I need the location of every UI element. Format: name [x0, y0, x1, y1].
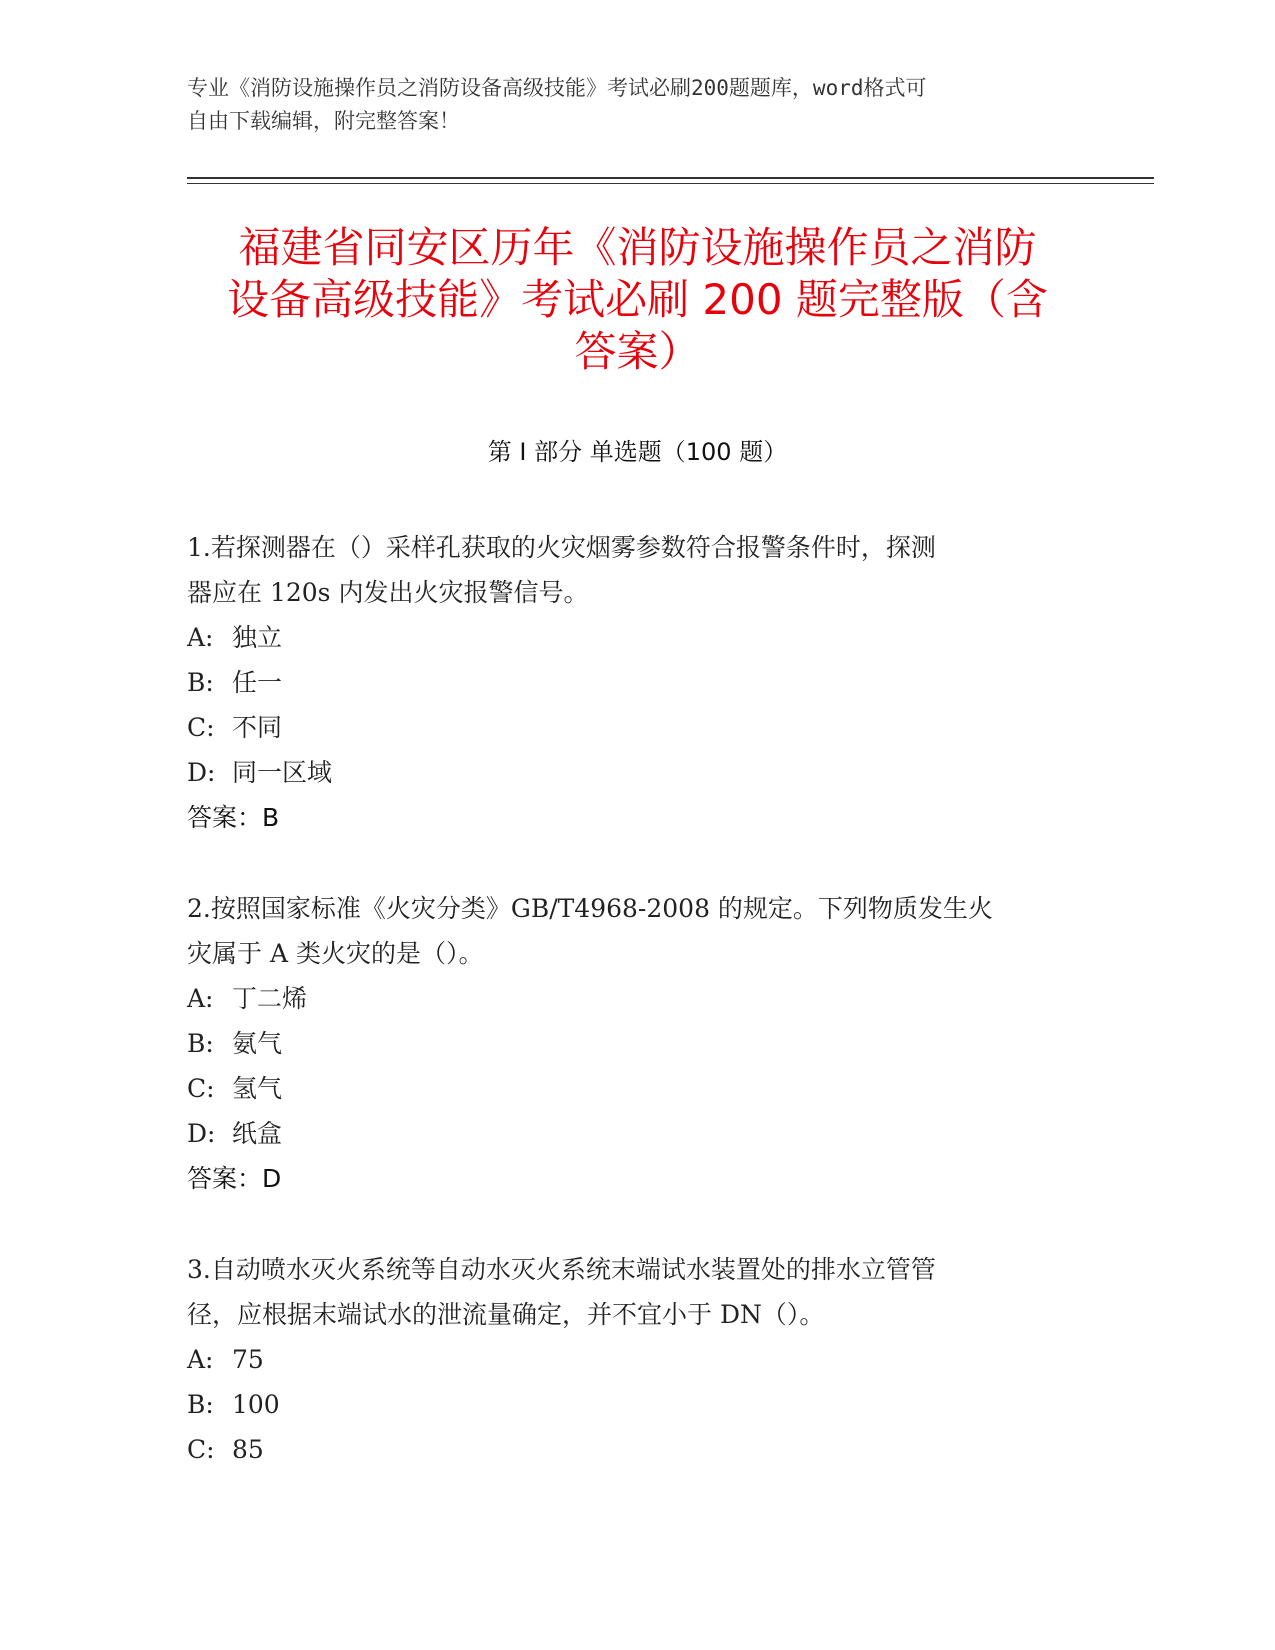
option-text: 75	[232, 1345, 264, 1374]
question-1	[187, 525, 1087, 840]
question-2	[187, 886, 1087, 1201]
option-key: D:	[187, 758, 216, 787]
option-key: A:	[187, 623, 214, 652]
stem-line-1: 3.自动喷水灭火系统等自动水灭火系统末端试水装置处的排水立管管	[187, 1255, 936, 1284]
option-text: 纸盒	[232, 1119, 283, 1148]
option-text: 85	[232, 1435, 264, 1464]
option-key: D:	[187, 1119, 216, 1148]
option-key: C:	[187, 1074, 215, 1103]
stem-line-1: 2.按照国家标准《火灾分类》GB/T4968-2008 的规定。下列物质发生火	[187, 894, 993, 923]
header-note-line-2: 自由下载编辑，附完整答案！	[187, 109, 460, 133]
option-text: 任一	[232, 668, 283, 697]
document-title	[150, 222, 1125, 378]
stem-line-2: 灾属于 A 类火灾的是（）。	[187, 939, 484, 968]
option-a	[187, 1337, 1087, 1382]
option-text: 100	[232, 1390, 280, 1419]
option-text: 氢气	[232, 1074, 283, 1103]
option-d	[187, 750, 1087, 795]
option-key: B:	[187, 668, 214, 697]
option-text: 丁二烯	[232, 984, 308, 1013]
option-b	[187, 660, 1087, 705]
answer-line: 答案：D	[187, 1164, 282, 1193]
document-header-note	[187, 72, 1087, 138]
header-note-line-1: 专业《消防设施操作员之消防设备高级技能》考试必刷200题题库，word格式可	[187, 76, 927, 100]
option-text: 同一区域	[232, 758, 333, 787]
header-divider-thick	[187, 177, 1154, 179]
option-a	[187, 976, 1087, 1021]
option-c	[187, 705, 1087, 750]
stem-line-2: 器应在 120s 内发出火灾报警信号。	[187, 578, 589, 607]
option-key: B:	[187, 1029, 214, 1058]
option-c	[187, 1427, 1087, 1472]
question-3	[187, 1247, 1087, 1472]
stem-line-1: 1.若探测器在（）采样孔获取的火灾烟雾参数符合报警条件时，探测	[187, 533, 936, 562]
option-text: 不同	[232, 713, 283, 742]
option-key: A:	[187, 984, 214, 1013]
option-c	[187, 1066, 1087, 1111]
option-text: 氨气	[232, 1029, 283, 1058]
stem-line-2: 径，应根据末端试水的泄流量确定，并不宜小于 DN（）。	[187, 1300, 825, 1329]
title-line-1: 福建省同安区历年《消防设施操作员之消防	[238, 223, 1037, 272]
option-d	[187, 1111, 1087, 1156]
answer-line: 答案：B	[187, 803, 280, 832]
header-divider-thin	[187, 183, 1154, 184]
question-stem	[187, 525, 1087, 615]
option-key: B:	[187, 1390, 214, 1419]
question-stem	[187, 886, 1087, 976]
option-text: 独立	[232, 623, 283, 652]
question-stem	[187, 1247, 1087, 1337]
option-key: C:	[187, 1435, 215, 1464]
option-key: A:	[187, 1345, 214, 1374]
title-line-2: 设备高级技能》考试必刷 200 题完整版（含	[227, 275, 1048, 324]
option-a	[187, 615, 1087, 660]
title-line-3: 答案）	[574, 327, 701, 376]
option-key: C:	[187, 713, 215, 742]
option-b	[187, 1021, 1087, 1066]
option-b	[187, 1382, 1087, 1427]
question-list	[187, 525, 1087, 1518]
section-heading: 第 I 部分 单选题（100 题）	[487, 438, 788, 466]
